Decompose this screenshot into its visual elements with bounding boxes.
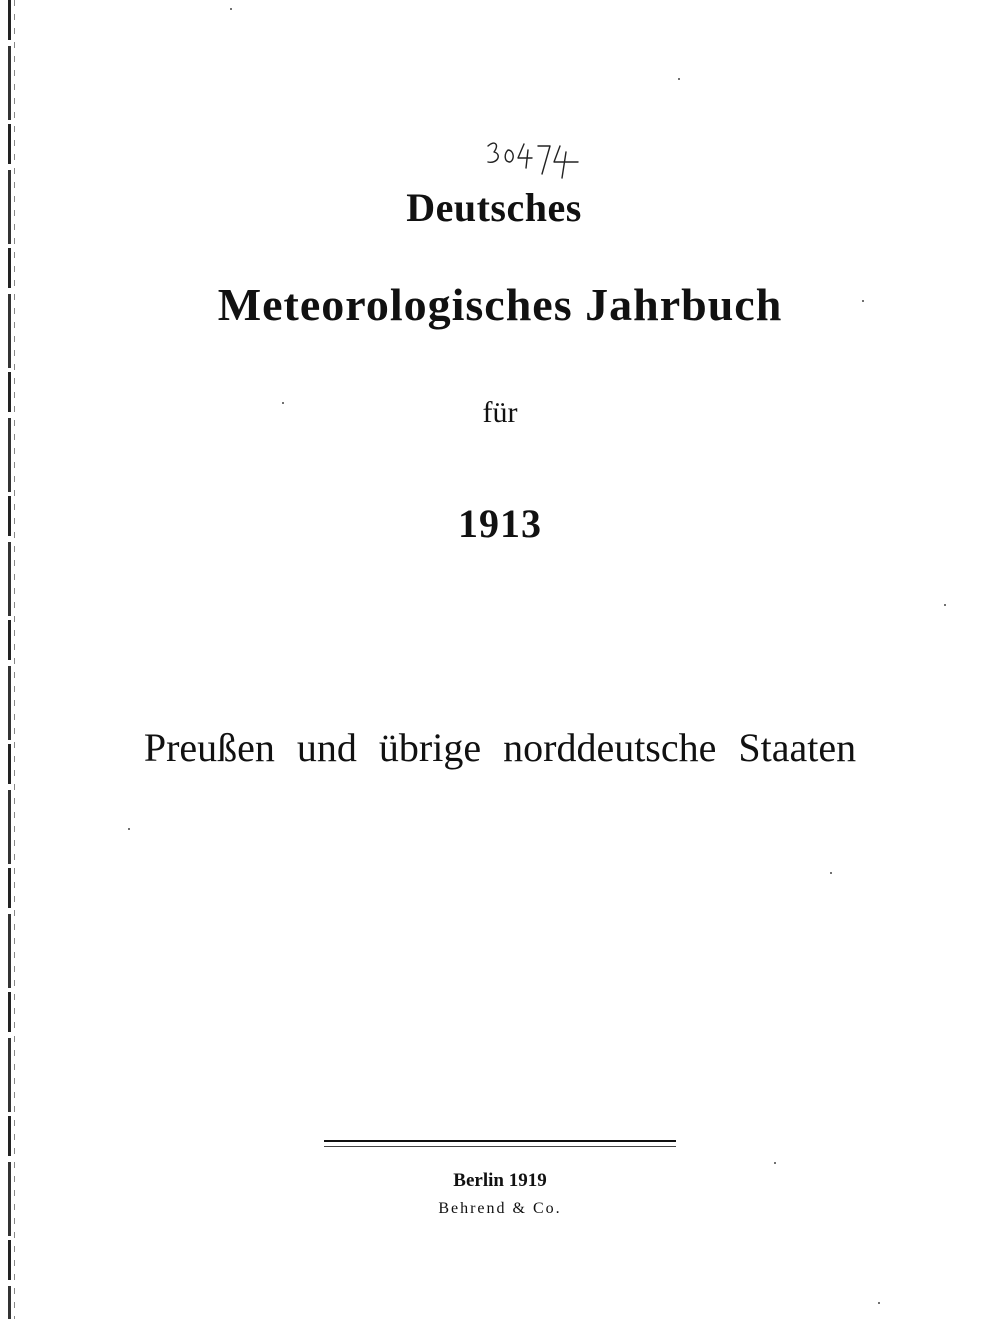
title-line-1: Deutsches [406,185,582,230]
imprint-publisher: Behrend & Co. [438,1200,562,1217]
imprint-place-year: Berlin 1919 [453,1170,547,1191]
scan-speck [230,8,232,10]
title-line-2: Meteorologisches Jahrbuch [217,279,783,330]
scan-speck [282,402,284,404]
scan-speck [128,828,130,830]
imprint-rule [324,1140,676,1142]
region-subtitle: Preußen und übrige norddeutsche Staaten [143,725,857,770]
handwritten-shelfmark [478,132,598,188]
imprint-rule-thin [324,1146,676,1147]
scan-speck [862,300,864,302]
scan-speck [678,78,680,80]
for-word: für [482,396,518,429]
scan-speck [830,872,832,874]
scan-speck [944,604,946,606]
scan-speck [878,1302,880,1304]
year: 1913 [458,501,542,546]
scan-speck [774,1162,776,1164]
